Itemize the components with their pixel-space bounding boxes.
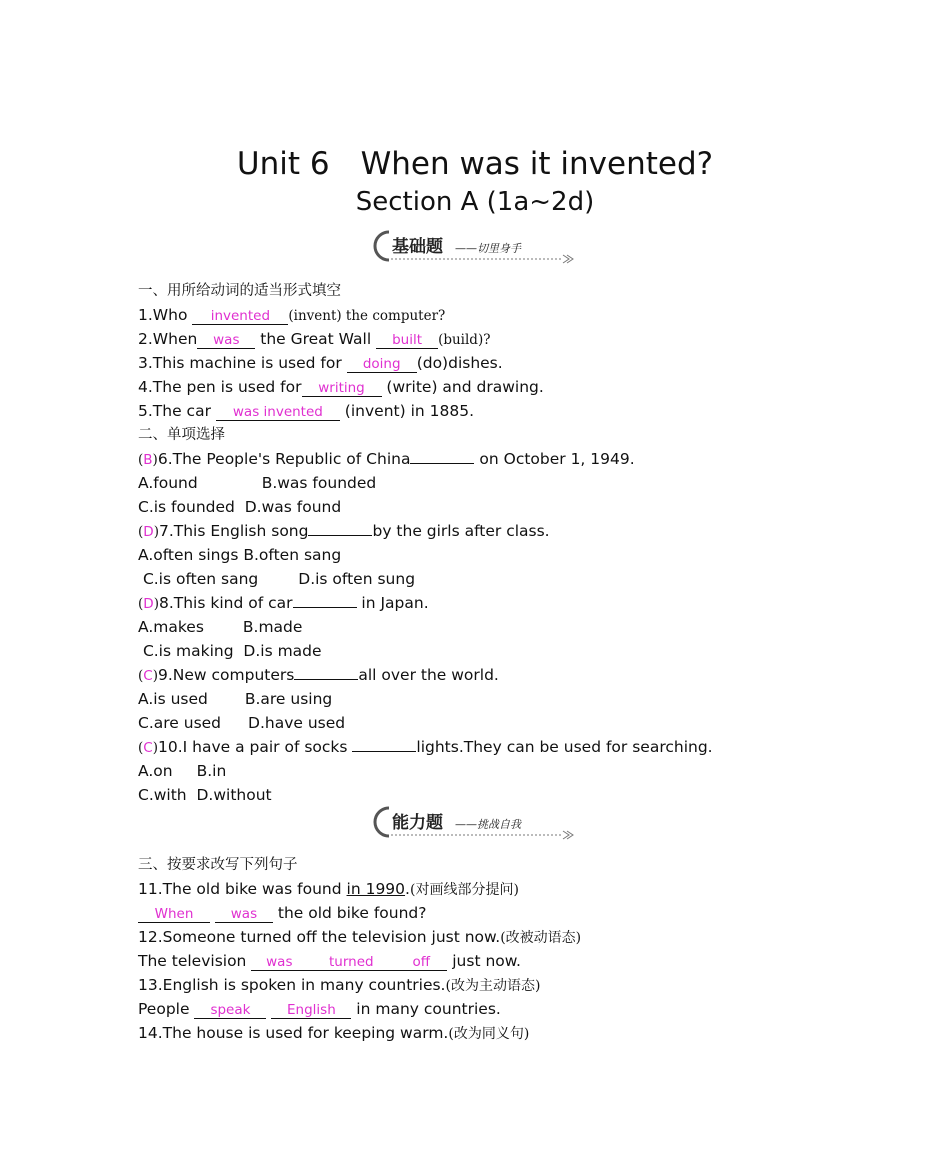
- part2-heading: 二、单项选择: [138, 427, 225, 443]
- answer-1: invented: [192, 309, 288, 325]
- q8-options-ab: A.makes B.made: [138, 618, 303, 636]
- question-9: (C)9.New computers all over the world.: [138, 666, 499, 684]
- answer-11b: was: [215, 907, 273, 923]
- answer-13-line: People speak English in many countries.: [138, 1000, 501, 1018]
- part3-heading: 三、按要求改写下列句子: [138, 857, 298, 873]
- banner-basic-sub: ——切里身手: [455, 242, 521, 255]
- answer-2b: built: [376, 333, 438, 349]
- question-5: 5.The car was invented (invent) in 1885.: [138, 402, 474, 420]
- q9-options-ab: A.is used B.are using: [138, 690, 333, 708]
- part1-heading: 一、用所给动词的适当形式填空: [138, 283, 341, 299]
- answer-11-line: When was the old bike found?: [138, 903, 426, 923]
- answer-9: C: [143, 668, 153, 684]
- answer-2a: was: [197, 333, 255, 349]
- q7-options-ab: A.often sings B.often sang: [138, 546, 342, 564]
- answer-12-line: The television was turned off just now.: [138, 952, 521, 970]
- section-banner-ability: [373, 804, 578, 840]
- answer-10: C: [143, 740, 153, 756]
- answer-4: writing: [302, 381, 382, 397]
- banner-basic-label: 基础题: [392, 237, 443, 257]
- q6-options-ab: A.found B.was founded: [138, 474, 377, 492]
- answer-8: D: [143, 596, 154, 612]
- q6-options-cd: C.is founded D.was found: [138, 498, 342, 516]
- answer-12a: was: [251, 955, 307, 971]
- question-3: 3.This machine is used for doing (do)dishes.: [138, 354, 503, 372]
- answer-6: B: [143, 452, 153, 468]
- answer-11a: When: [138, 907, 210, 923]
- question-14: 14.The house is used for keeping warm.(改为同义句): [138, 1024, 530, 1042]
- question-7: (D)7.This English song by the girls after class.: [138, 522, 550, 540]
- question-13: 13.English is spoken in many countries.(改为主动语态): [138, 976, 541, 994]
- q8-options-cd: C.is making D.is made: [142, 642, 322, 660]
- page-subtitle: Section A (1a~2d): [355, 187, 595, 217]
- question-10: (C)10.I have a pair of socks lights.They can be used for searching.: [138, 738, 713, 756]
- page-title: Unit 6 When was it invented?: [236, 146, 714, 182]
- question-4: 4.The pen is used for writing (write) and drawing.: [138, 378, 544, 396]
- answer-12c: off: [395, 955, 447, 971]
- answer-13b: English: [271, 1003, 351, 1019]
- question-11: 11.The old bike was found in 1990.(对画线部分提问): [138, 880, 519, 898]
- banner-ability-label: 能力题: [392, 813, 443, 833]
- answer-5: was invented: [216, 405, 340, 421]
- banner-ability-sub: ——挑战自我: [455, 818, 521, 831]
- question-8: (D)8.This kind of car in Japan.: [138, 594, 429, 612]
- question-1: 1.Who invented (invent) the computer?: [138, 306, 446, 324]
- section-banner-basic: [373, 228, 578, 264]
- question-6: (B)6.The People's Republic of China on October 1, 1949.: [138, 450, 635, 468]
- q7-options-cd: C.is often sang D.is often sung: [142, 570, 416, 588]
- q9-options-cd: C.are used D.have used: [138, 714, 346, 732]
- answer-3: doing: [347, 357, 417, 373]
- q10-options-cd: C.with D.without: [138, 786, 272, 804]
- question-12: 12.Someone turned off the television just now.(改被动语态): [138, 928, 582, 946]
- answer-7: D: [143, 524, 154, 540]
- underlined-phrase: in 1990: [346, 880, 406, 898]
- q10-options-ab: A.on B.in: [138, 762, 227, 780]
- answer-13a: speak: [194, 1003, 266, 1019]
- question-2: 2.When was the Great Wall built (build)?: [138, 330, 491, 348]
- answer-12b: turned: [307, 955, 395, 971]
